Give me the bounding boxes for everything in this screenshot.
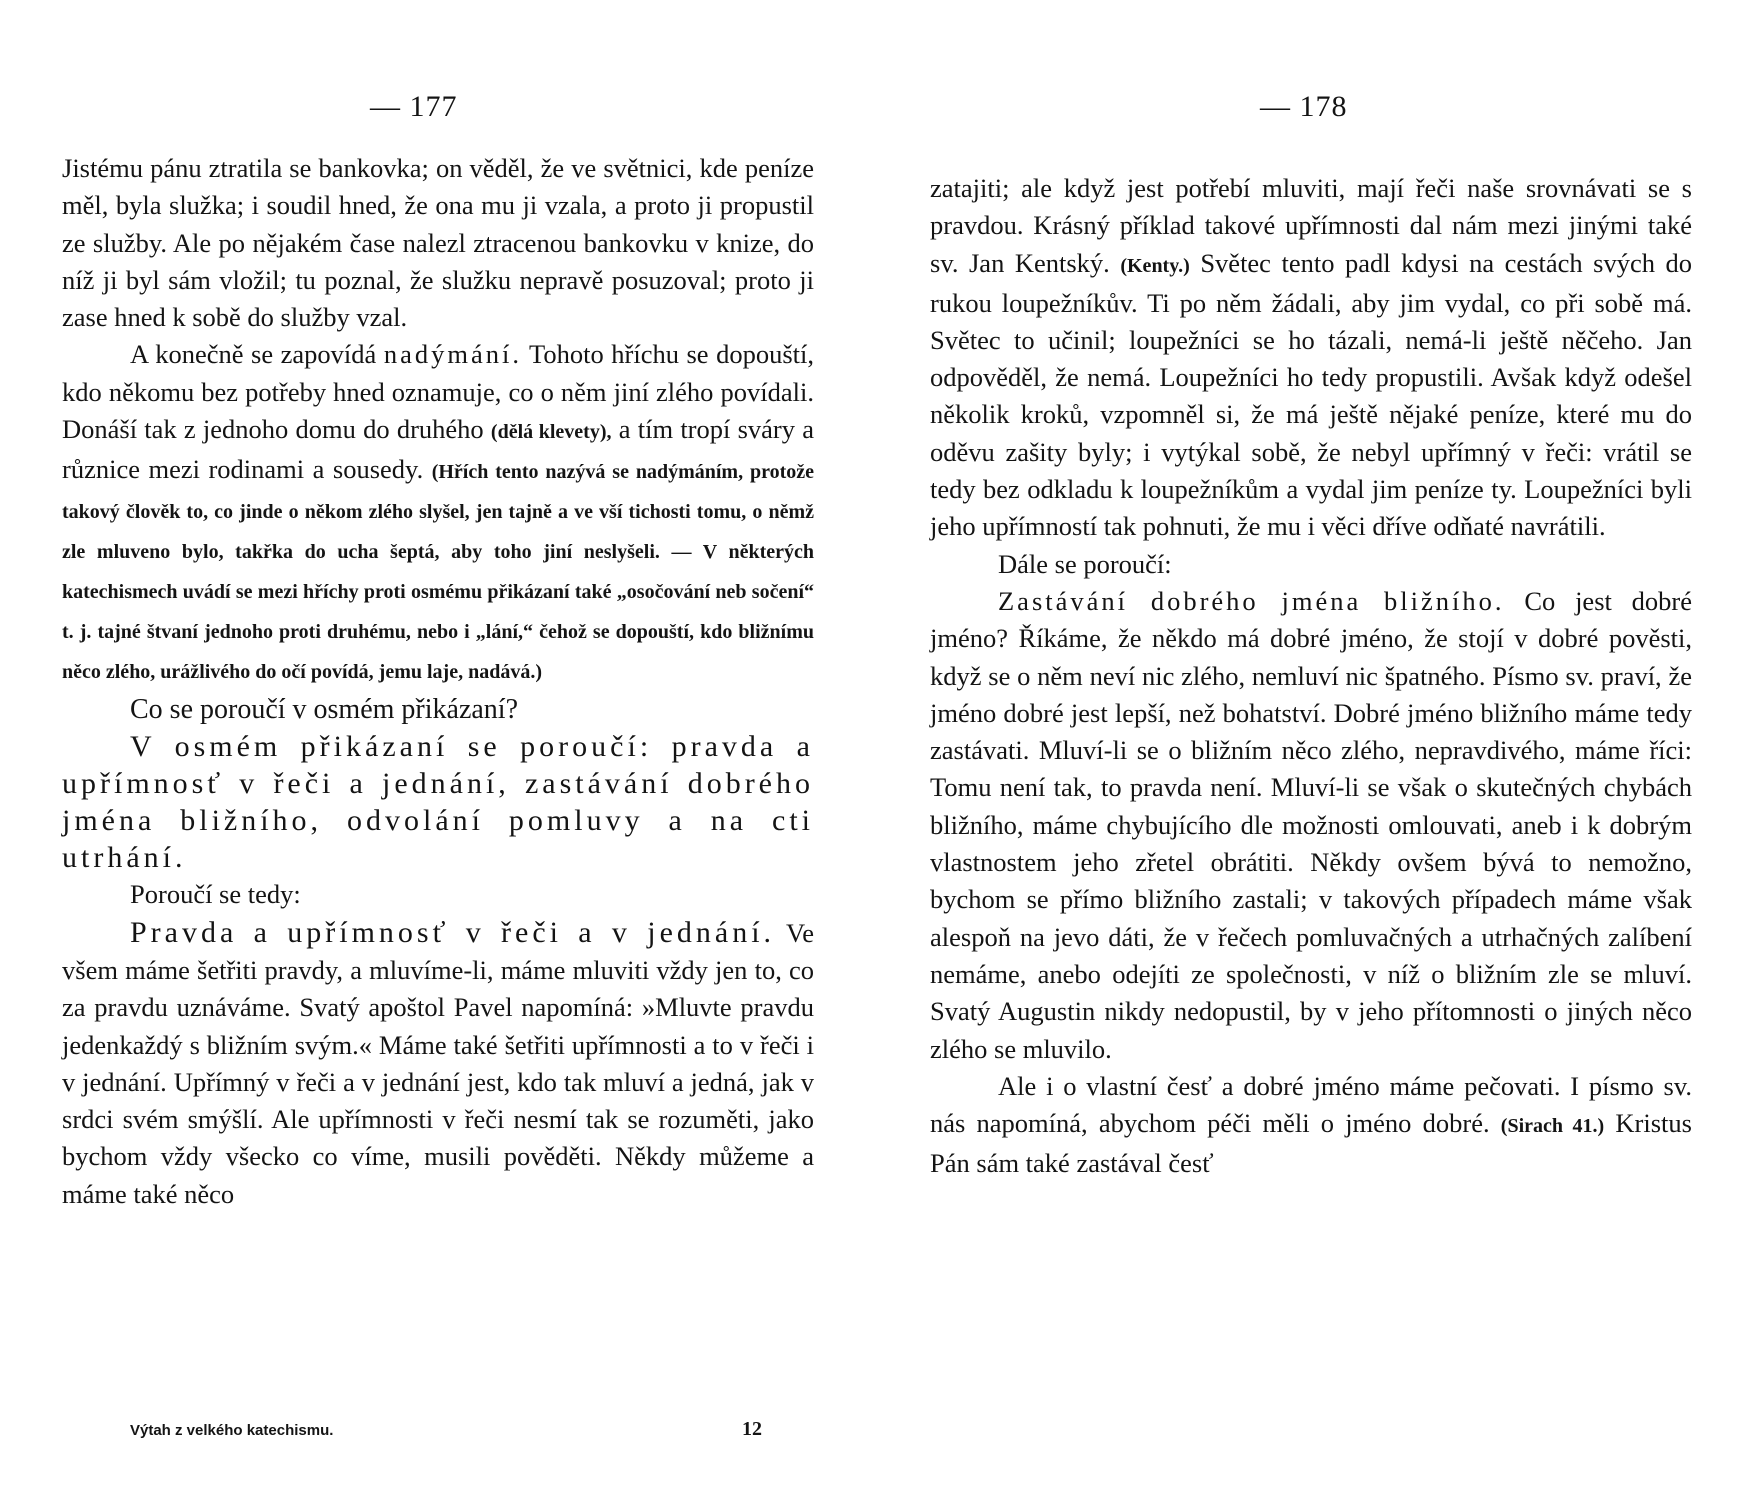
answer: V osmém přikázaní se poroučí: pravda a upřímnosť v řeči a jednání, zastávání dobrého jména bližního, odvolání pomluvy a na cti utrhání. (62, 730, 814, 875)
spaced-heading: Pravda a upřímnosť v řeči a v jednání. (130, 915, 776, 949)
text-run: Tohoto hříchu se dopouští, kdo někomu bez potřeby hned oznamuje, co o něm jiní zlého povídali. Donáší tak z jednoho domu do druhého (62, 339, 815, 445)
paragraph: Jistému pánu ztratila se bankovka; on věděl, že ve světnici, kde peníze měl, byla služka; i soudil hned, že ona mu ji vzala, a proto ji propustil ze služby. Ale po nějakém čase nalezl ztracenou bankovku v knize, do níž ji byl sám vložil; tu poznal, že služku nepravě posuzoval; proto ji zase hned k sobě do služby vzal. (62, 153, 814, 333)
text-run: Světec tento padl kdysi na cestách svých do rukou loupežníkův. Ti po něm žádali, aby jim vydal, co při sobě má. Světec to učinil; loupežníci se ho tázali, nemá-li ještě něčeho. Jan odpověděl, že nemá. Loupežníci ho tedy propustili. Avšak když odešel několik kroků, vzpomněl si, že má ještě nějaké peníze, které mu do oděvu zašity byly; i vytýkal sobě, že nebyl upřímný v řeči: vrátil se tedy bez odkladu k loupežníkům a vydal jim peníze ty. Loupežníci byli jeho upřímností tak pohnuti, že mu i věci dříve odňaté navrátili. (930, 247, 1693, 542)
spaced-term: nadýmání. (383, 339, 522, 370)
text-run: a tím tropí sváry a různice mezi rodinami a sousedy. (62, 414, 814, 485)
paragraph (930, 170, 1692, 546)
page-footer (130, 1418, 770, 1440)
paragraph (930, 1068, 1692, 1183)
signature-mark: 12 (742, 1418, 762, 1440)
page-text (930, 170, 1692, 1182)
text-run: zatajiti; ale když jest potřebí mluviti, mají řeči naše srovnávati se s pravdou. Krásný příklad takové upřímnosti dal nám mezi jinými také sv. Jan Kentský. (930, 173, 1692, 278)
parenthetical: (dělá klevety), (490, 421, 612, 444)
note-text: (Hřích tento nazývá se nadýmáním, protože takový člověk to, co jinde o někom zlého slyšel, jen tajně a ve vší tichosti tomu, o němž zle mluveno bylo, takřka do ucha šeptá, aby toho jiní neslyšeli. — V některých katechismech uvádí se mezi hříchy proti osmému přikázaní také „osočování neb sočení“ t. j. tajné štvaní jednoho proti druhému, nebo i „lání,“ čehož se dopouští, kdo bližnímu něco zlého, urážlivého do očí povídá, jemu laje, nadává.) (62, 461, 815, 684)
text-run: Ale i o vlastní česť a dobré jméno máme pečovati. I písmo sv. nás napomíná, abychom péči měli o jméno dobré. (930, 1070, 1692, 1139)
paragraph: Poroučí se tedy: (130, 879, 301, 910)
parenthetical: (Kenty.) (1120, 254, 1190, 277)
text-run: Ve všem máme šetřiti pravdy, a mluvíme-li, máme mluviti vždy jen to, co za pravdu uznáváme. Svatý apoštol Pavel napomíná: »Mluvte pravdu jedenkaždý s bližním svým.« Máme také šetřiti upřímnosti a to v řeči i v jednání. Upřímný v řeči a v jednání jest, kdo tak mluví a jedná, jak v srdci svém smýšlí. Ale upřímnosti v řeči nesmí tak se rozuměti, jako bychom vždy všecko co víme, musili pověděti. Někdy můžeme a máme také něco (62, 917, 814, 1209)
left-page (0, 0, 860, 1500)
page-number: — 178 (1260, 90, 1348, 123)
question: Co se poroučí v osmém přikázaní? (130, 694, 519, 726)
citation: (Sirach 41.) (1500, 1115, 1605, 1138)
page-text (62, 150, 814, 1213)
paragraph (62, 336, 814, 691)
paragraph (930, 583, 1692, 1068)
paragraph: Dále se poroučí: (998, 548, 1172, 579)
footer-title: Výtah z velkého katechismu. (130, 1422, 334, 1439)
paragraph (62, 914, 814, 1213)
page-number: — 177 (370, 90, 458, 123)
text-run: A konečně se zapovídá (130, 339, 377, 370)
text-run: Co jest dobré jméno? Říkáme, že někdo má dobré jméno, že stojí v dobré pověsti, když se o něm neví nic zlého, nemluví nic špatného. Písmo sv. praví, že jméno dobré jest lepší, než bohatství. Dobré jméno bližního máme tedy zastávati. Mluví-li se o bližním něco zlého, nepravdivého, máme říci: Tomu není tak, to pravda není. Mluví-li se však o skutečných chybách bližního, máme chybujícího dle možnosti omlouvati, aneb i k dobrým vlastnostem jeho zřetel obrátiti. Někdy ovšem bývá to nemožno, bychom se přímo bližního zastali; v takových případech máme však alespoň na jevo dáti, že v řečech pomluvačných a utrhačných zalíbení nemáme, anebo odejíti ze společnosti, v níž o bližním zle se mluví. Svatý Augustin nikdy nedopustil, by v jeho přítomnosti o jiných něco zlého se mluvilo. (930, 585, 1693, 1064)
text-run: Kristus Pán sám také zastával česť (930, 1108, 1692, 1179)
spaced-heading: Zastávání dobrého jména bližního. (998, 585, 1505, 616)
right-page (880, 0, 1742, 1500)
